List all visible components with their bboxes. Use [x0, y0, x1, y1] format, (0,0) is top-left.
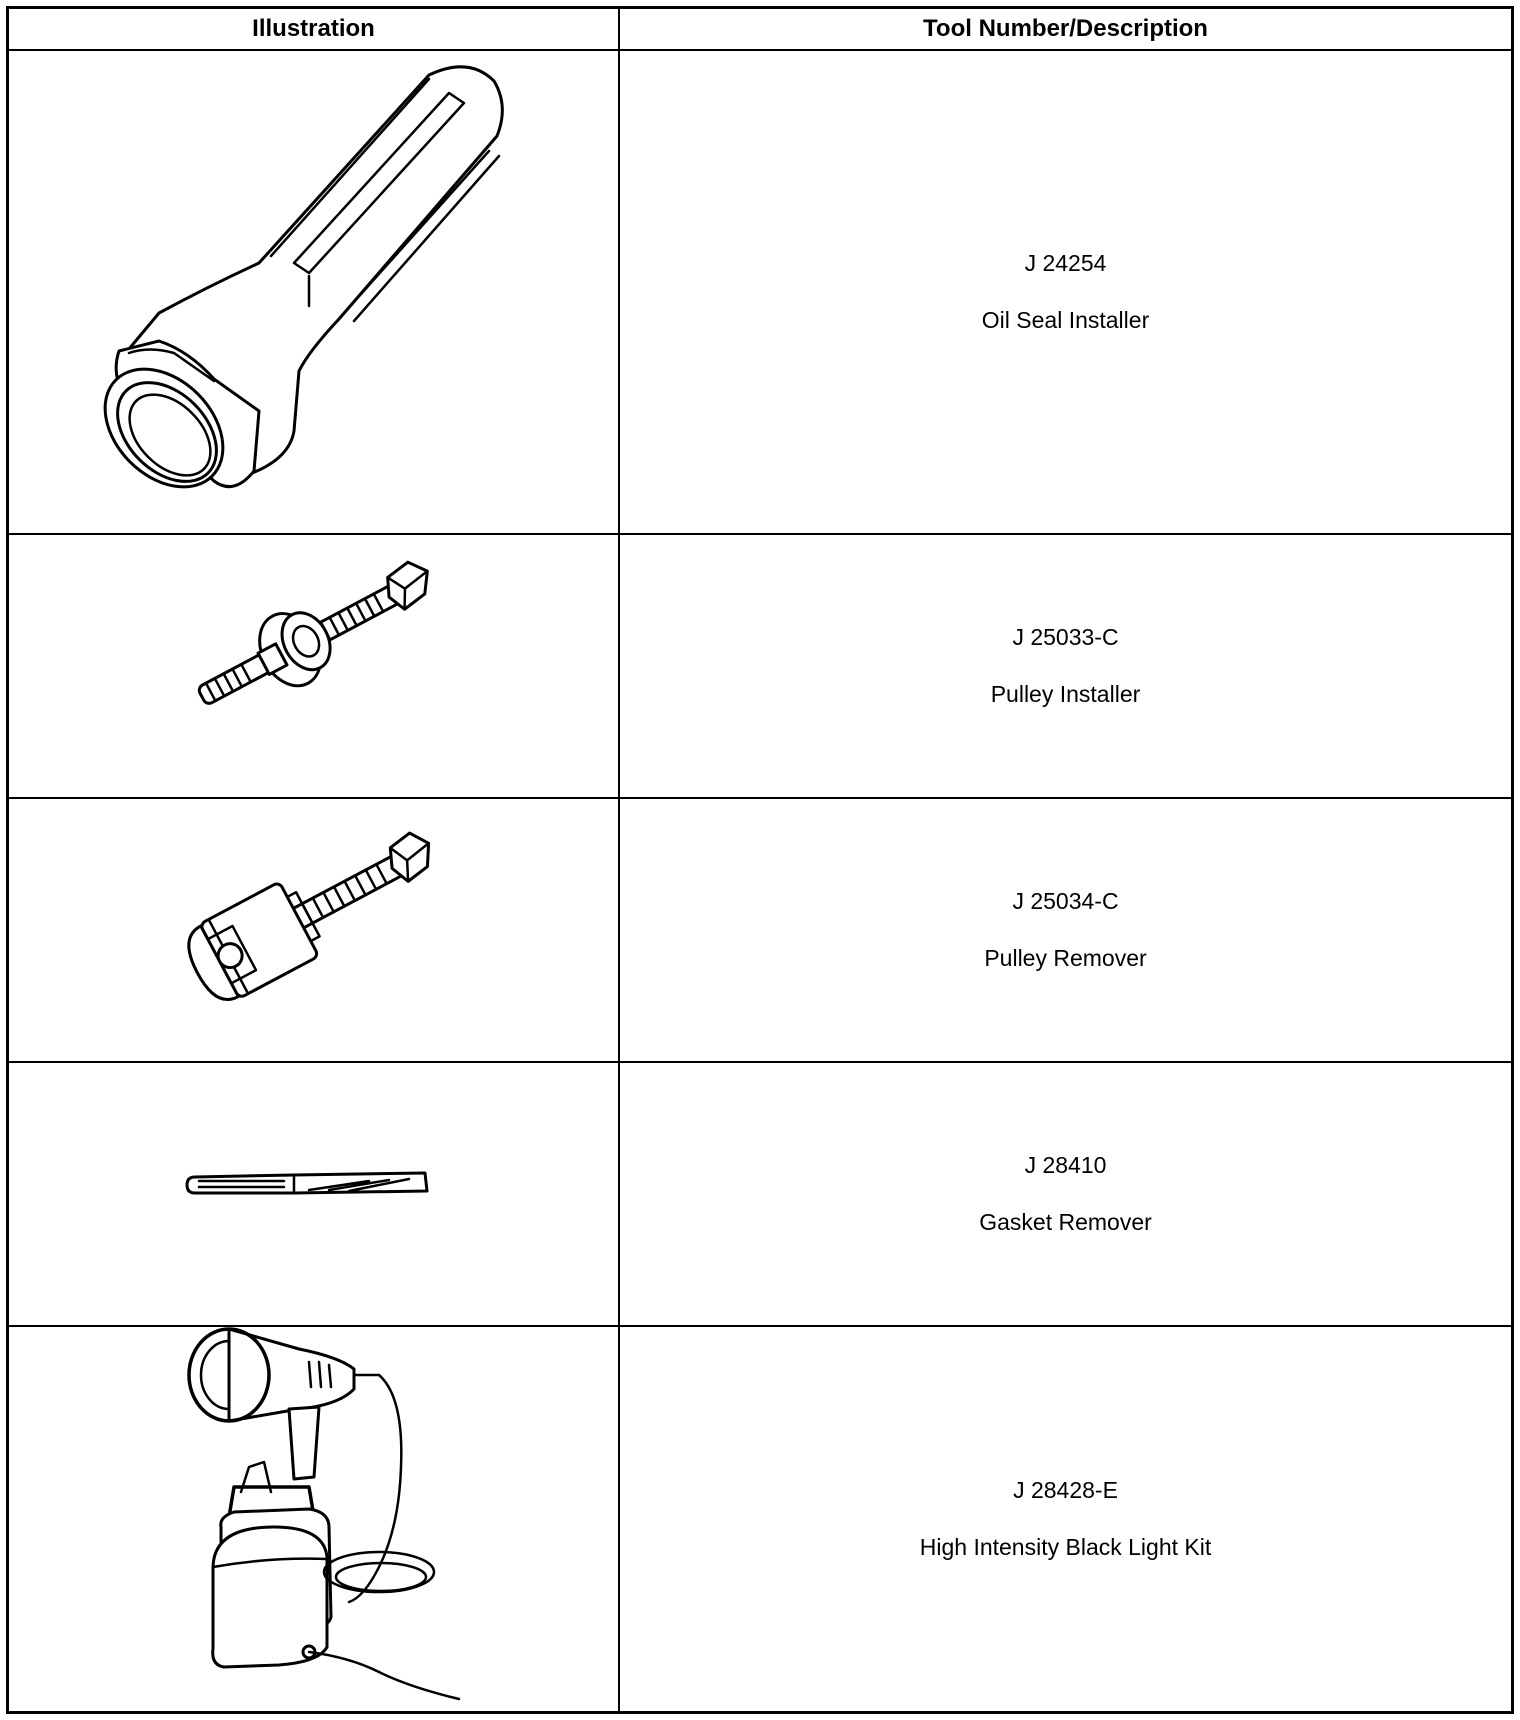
illustration-cell	[9, 51, 620, 533]
illustration-cell	[9, 1327, 620, 1711]
gasket-remover-icon	[9, 1063, 618, 1325]
table-row	[9, 799, 1511, 1063]
table-row	[9, 51, 1511, 535]
illustration-cell	[9, 1063, 620, 1325]
black-light-kit-icon	[9, 1327, 618, 1709]
pulley-installer-icon	[9, 535, 618, 797]
table-row	[9, 1327, 1511, 1711]
tool-number: J 28428-E	[1013, 1477, 1118, 1503]
tool-description: Pulley Remover	[984, 945, 1147, 971]
table-row	[9, 1063, 1511, 1327]
tool-number: J 24254	[1024, 250, 1107, 276]
tool-number: J 28410	[1024, 1152, 1107, 1178]
table-row	[9, 535, 1511, 799]
description-cell	[620, 535, 1511, 797]
description-cell	[620, 799, 1511, 1061]
illustration-column-header: Illustration	[9, 9, 620, 49]
tool-description: Gasket Remover	[979, 1209, 1152, 1235]
description-column-header: Tool Number/Description	[923, 15, 1208, 42]
oil-seal-installer-icon	[9, 51, 618, 533]
tool-description: Oil Seal Installer	[981, 307, 1150, 333]
tool-number: J 25034-C	[1012, 888, 1119, 914]
description-cell	[620, 1063, 1511, 1325]
pulley-remover-icon	[9, 799, 618, 1061]
illustration-cell	[9, 535, 620, 797]
tool-table	[6, 6, 1514, 1714]
tool-number: J 25033-C	[1012, 624, 1119, 650]
tool-description: High Intensity Black Light Kit	[919, 1534, 1212, 1560]
description-cell	[620, 51, 1511, 533]
tool-description: Pulley Installer	[990, 681, 1141, 707]
description-cell	[620, 1327, 1511, 1711]
table-header-row	[9, 9, 1511, 51]
illustration-cell	[9, 799, 620, 1061]
